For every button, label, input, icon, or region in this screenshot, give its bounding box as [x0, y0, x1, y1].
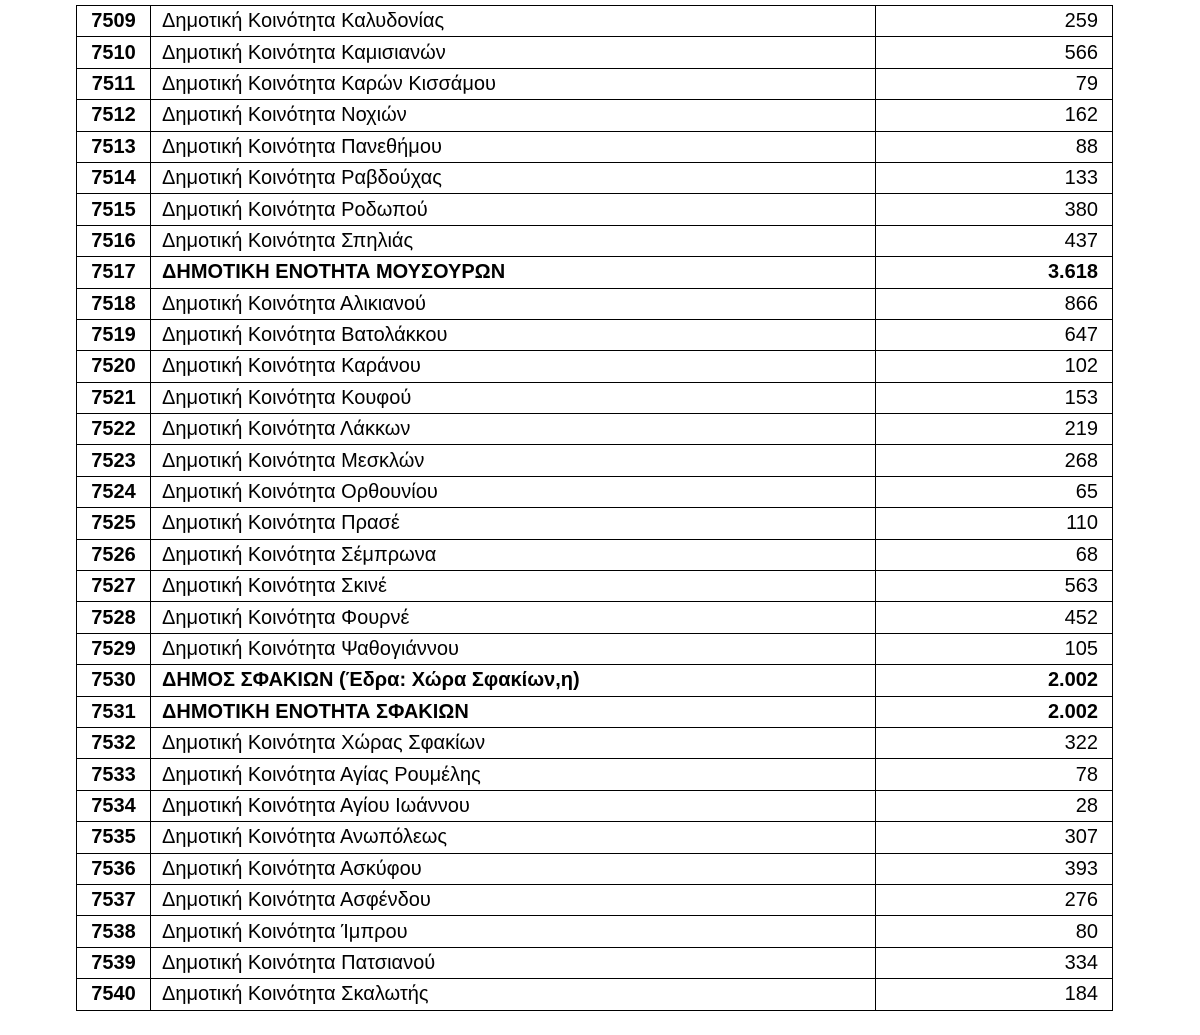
- row-name-cell: Δημοτική Κοινότητα Χώρας Σφακίων: [151, 727, 876, 758]
- table-row: [77, 162, 1113, 193]
- row-value-cell: 68: [876, 539, 1113, 570]
- row-name-cell: Δημοτική Κοινότητα Ανωπόλεως: [151, 822, 876, 853]
- table-row: [77, 916, 1113, 947]
- row-value-cell: 162: [876, 100, 1113, 131]
- row-name-cell: Δημοτική Κοινότητα Λάκκων: [151, 414, 876, 445]
- table-row: [77, 288, 1113, 319]
- row-code-cell: 7530: [77, 665, 151, 696]
- row-value-cell: 259: [876, 6, 1113, 37]
- row-code-cell: 7518: [77, 288, 151, 319]
- table-row: [77, 979, 1113, 1010]
- row-name-cell: Δημοτική Κοινότητα Κουφού: [151, 382, 876, 413]
- row-value-cell: 393: [876, 853, 1113, 884]
- row-name-cell: Δημοτική Κοινότητα Ασφένδου: [151, 884, 876, 915]
- table-row: [77, 508, 1113, 539]
- row-value-cell: 3.618: [876, 257, 1113, 288]
- table-row: [77, 696, 1113, 727]
- row-code-cell: 7526: [77, 539, 151, 570]
- row-name-cell: Δημοτική Κοινότητα Ίμπρου: [151, 916, 876, 947]
- row-code-cell: 7512: [77, 100, 151, 131]
- table-row: [77, 853, 1113, 884]
- table-row: [77, 633, 1113, 664]
- table-row: [77, 414, 1113, 445]
- row-name-cell: Δημοτική Κοινότητα Ψαθογιάννου: [151, 633, 876, 664]
- row-name-cell: Δημοτική Κοινότητα Αγίου Ιωάννου: [151, 790, 876, 821]
- table-row: [77, 665, 1113, 696]
- table-row: [77, 68, 1113, 99]
- row-value-cell: 452: [876, 602, 1113, 633]
- table-row: [77, 194, 1113, 225]
- row-value-cell: 65: [876, 476, 1113, 507]
- row-code-cell: 7539: [77, 947, 151, 978]
- table-row: [77, 790, 1113, 821]
- row-code-cell: 7519: [77, 319, 151, 350]
- row-value-cell: 307: [876, 822, 1113, 853]
- row-code-cell: 7523: [77, 445, 151, 476]
- row-value-cell: 334: [876, 947, 1113, 978]
- population-table: [76, 5, 1113, 1011]
- row-name-cell: Δημοτική Κοινότητα Καρών Κισσάμου: [151, 68, 876, 99]
- table-row: [77, 947, 1113, 978]
- row-name-cell: Δημοτική Κοινότητα Ροδωπού: [151, 194, 876, 225]
- row-name-cell: Δημοτική Κοινότητα Σκινέ: [151, 571, 876, 602]
- table-row: [77, 319, 1113, 350]
- row-name-cell: Δημοτική Κοινότητα Βατολάκκου: [151, 319, 876, 350]
- table-row: [77, 602, 1113, 633]
- table-row: [77, 476, 1113, 507]
- row-name-cell: Δημοτική Κοινότητα Σέμπρωνα: [151, 539, 876, 570]
- row-value-cell: 153: [876, 382, 1113, 413]
- row-name-cell: Δημοτική Κοινότητα Σκαλωτής: [151, 979, 876, 1010]
- row-code-cell: 7529: [77, 633, 151, 664]
- row-code-cell: 7513: [77, 131, 151, 162]
- table-row: [77, 571, 1113, 602]
- row-name-cell: Δημοτική Κοινότητα Πρασέ: [151, 508, 876, 539]
- row-name-cell: Δημοτική Κοινότητα Μεσκλών: [151, 445, 876, 476]
- row-value-cell: 647: [876, 319, 1113, 350]
- table-row: [77, 884, 1113, 915]
- row-value-cell: 110: [876, 508, 1113, 539]
- row-code-cell: 7514: [77, 162, 151, 193]
- row-code-cell: 7511: [77, 68, 151, 99]
- row-value-cell: 437: [876, 225, 1113, 256]
- row-name-cell: Δημοτική Κοινότητα Καλυδονίας: [151, 6, 876, 37]
- table-row: [77, 351, 1113, 382]
- row-code-cell: 7510: [77, 37, 151, 68]
- row-value-cell: 184: [876, 979, 1113, 1010]
- row-name-cell: Δημοτική Κοινότητα Πατσιανού: [151, 947, 876, 978]
- row-value-cell: 563: [876, 571, 1113, 602]
- table-body: [77, 6, 1113, 1011]
- row-name-cell: ΔΗΜΟΣ ΣΦΑΚΙΩΝ (Έδρα: Χώρα Σφακίων,η): [151, 665, 876, 696]
- row-value-cell: 78: [876, 759, 1113, 790]
- table-row: [77, 727, 1113, 758]
- row-name-cell: Δημοτική Κοινότητα Ραβδούχας: [151, 162, 876, 193]
- row-value-cell: 28: [876, 790, 1113, 821]
- row-code-cell: 7536: [77, 853, 151, 884]
- row-code-cell: 7525: [77, 508, 151, 539]
- row-code-cell: 7522: [77, 414, 151, 445]
- row-code-cell: 7520: [77, 351, 151, 382]
- table-row: [77, 257, 1113, 288]
- row-value-cell: 133: [876, 162, 1113, 193]
- table-row: [77, 822, 1113, 853]
- row-name-cell: Δημοτική Κοινότητα Καμισιανών: [151, 37, 876, 68]
- table-row: [77, 759, 1113, 790]
- row-name-cell: ΔΗΜΟΤΙΚΗ ΕΝΟΤΗΤΑ ΜΟΥΣΟΥΡΩΝ: [151, 257, 876, 288]
- row-name-cell: Δημοτική Κοινότητα Καράνου: [151, 351, 876, 382]
- row-code-cell: 7532: [77, 727, 151, 758]
- row-code-cell: 7509: [77, 6, 151, 37]
- row-code-cell: 7524: [77, 476, 151, 507]
- row-value-cell: 2.002: [876, 696, 1113, 727]
- row-value-cell: 566: [876, 37, 1113, 68]
- row-code-cell: 7540: [77, 979, 151, 1010]
- row-name-cell: Δημοτική Κοινότητα Αλικιανού: [151, 288, 876, 319]
- row-value-cell: 380: [876, 194, 1113, 225]
- row-value-cell: 2.002: [876, 665, 1113, 696]
- row-code-cell: 7516: [77, 225, 151, 256]
- table-row: [77, 445, 1113, 476]
- table-row: [77, 382, 1113, 413]
- table-row: [77, 131, 1113, 162]
- table-row: [77, 225, 1113, 256]
- row-value-cell: 322: [876, 727, 1113, 758]
- row-name-cell: ΔΗΜΟΤΙΚΗ ΕΝΟΤΗΤΑ ΣΦΑΚΙΩΝ: [151, 696, 876, 727]
- row-name-cell: Δημοτική Κοινότητα Ορθουνίου: [151, 476, 876, 507]
- row-value-cell: 866: [876, 288, 1113, 319]
- row-code-cell: 7515: [77, 194, 151, 225]
- row-code-cell: 7531: [77, 696, 151, 727]
- table-row: [77, 37, 1113, 68]
- row-value-cell: 276: [876, 884, 1113, 915]
- table-row: [77, 100, 1113, 131]
- row-name-cell: Δημοτική Κοινότητα Πανεθήμου: [151, 131, 876, 162]
- row-code-cell: 7517: [77, 257, 151, 288]
- table-row: [77, 6, 1113, 37]
- row-code-cell: 7527: [77, 571, 151, 602]
- row-code-cell: 7533: [77, 759, 151, 790]
- row-value-cell: 105: [876, 633, 1113, 664]
- row-name-cell: Δημοτική Κοινότητα Σπηλιάς: [151, 225, 876, 256]
- row-value-cell: 268: [876, 445, 1113, 476]
- row-code-cell: 7521: [77, 382, 151, 413]
- table-row: [77, 539, 1113, 570]
- row-code-cell: 7535: [77, 822, 151, 853]
- row-code-cell: 7537: [77, 884, 151, 915]
- row-value-cell: 80: [876, 916, 1113, 947]
- row-code-cell: 7534: [77, 790, 151, 821]
- row-name-cell: Δημοτική Κοινότητα Ασκύφου: [151, 853, 876, 884]
- row-code-cell: 7528: [77, 602, 151, 633]
- row-code-cell: 7538: [77, 916, 151, 947]
- row-name-cell: Δημοτική Κοινότητα Νοχιών: [151, 100, 876, 131]
- row-value-cell: 102: [876, 351, 1113, 382]
- row-name-cell: Δημοτική Κοινότητα Φουρνέ: [151, 602, 876, 633]
- row-value-cell: 79: [876, 68, 1113, 99]
- row-value-cell: 219: [876, 414, 1113, 445]
- row-value-cell: 88: [876, 131, 1113, 162]
- row-name-cell: Δημοτική Κοινότητα Αγίας Ρουμέλης: [151, 759, 876, 790]
